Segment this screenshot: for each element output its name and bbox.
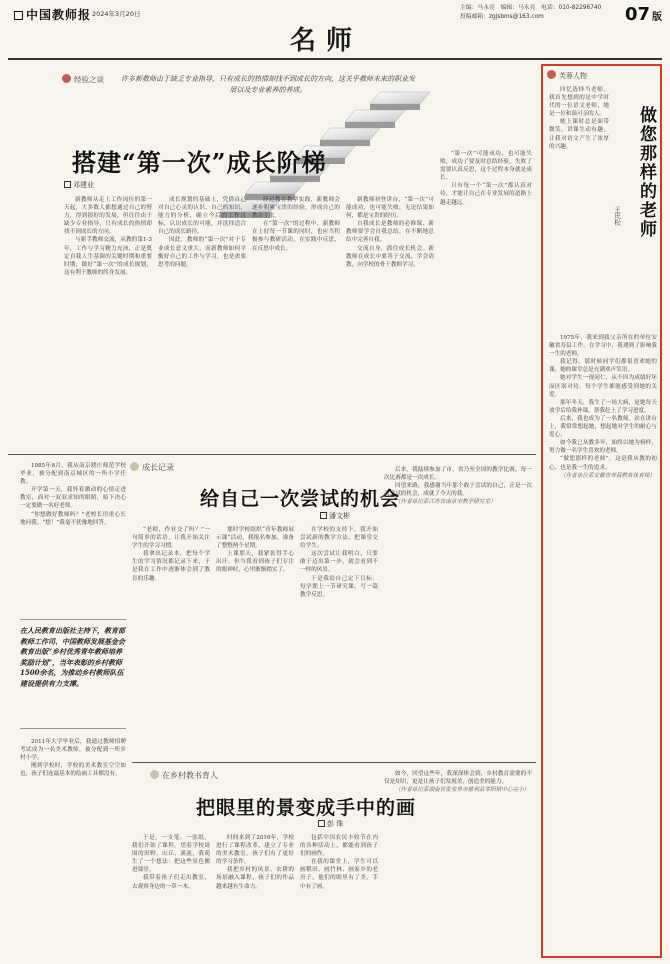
sidebar-label-text: 芙蓉人物 xyxy=(559,72,587,80)
paragraph: 回望来路，我感谢当年那个敢于尝试的自己，正是一次次尝试的机会，成就了今天的我。 xyxy=(384,483,532,498)
section3-column-4 xyxy=(300,834,378,956)
paragraph: 开学第一天，我怀着激动的心情走进教室，面对一双双求知的眼睛，暗下决心一定要做一名好老师。 xyxy=(20,487,126,510)
paragraph: 这次尝试让我明白，只要敢于迈出第一步，就会看到不一样的风景。 xyxy=(300,551,378,574)
sidebar-label xyxy=(547,70,587,81)
section-marker-icon xyxy=(130,462,139,471)
section3-column-1 xyxy=(20,738,126,956)
section2-headline: 给自己一次尝试的机会 xyxy=(200,488,401,510)
byline-text: 彭 珠 xyxy=(327,820,344,828)
section3-column-2 xyxy=(132,834,210,956)
page-unit: 版 xyxy=(652,12,662,23)
paragraph: 时间来到了2016年，学校进行了课程改革，建立了专业的美术教室，孩子们有了更好的学习条件。 xyxy=(216,835,294,866)
section2-column-3 xyxy=(216,526,294,756)
byline-box-icon xyxy=(64,181,71,188)
paragraph: 于是，一支笔、一张纸，我们开始了课程。望着学校周围的田野、山丘、溪流，我萌生了一个想法：把这些景色搬进课堂。 xyxy=(132,835,210,874)
paragraph: 自我成长是教师的必修课，新教师要学会自我总结，在不断地总结中完善自我。 xyxy=(346,221,434,244)
paragraph: 在我的课堂上，学生可以画稻田、画竹林、画家乡的老房子，他们的眼里有了美，手中有了画。 xyxy=(300,859,378,890)
byline-box-icon xyxy=(318,820,325,827)
paragraph: 她上课时总是面带微笑，讲课生动有趣，让我对语文产生了浓厚的兴趣。 xyxy=(549,119,609,150)
paragraph: “做您那样的老师”，这是我从教的初心，也是我一生的追求。 xyxy=(549,456,657,471)
paragraph: 2011年大学毕业后，我通过教师招聘考试成为一名美术教师，被分配到一所乡村小学。 xyxy=(20,739,126,762)
paragraph: 1985年8月，我从南京晓庄师范学校毕业，被分配到南京城区的一所小学任教。 xyxy=(20,463,126,486)
byline-box-icon xyxy=(320,512,327,519)
paragraph: “老师，作业交了吗？”一句简单的话语，让我开始关注学生的学习习惯。 xyxy=(132,527,210,550)
paragraph: “第一次”可能成功，也可能失败，成功了要及时总结经验，失败了需要认真反思，这个过程本身就是成长。 xyxy=(440,151,532,182)
paragraph: 与新手教师交流，从教的第1-3年，工作与学习精力充沛，正是奠定自我人生基调的关键时期和重要时期，做好“第一次”的成长规划，这有利于教师的终身发展。 xyxy=(64,237,152,276)
feature-column-5 xyxy=(440,150,532,446)
paragraph: 因此，教师的“第一次”对于专业成长意义重大，而新教师如何平衡好自己的工作与学习，也是需要思考的问题。 xyxy=(158,237,246,268)
section3-byline xyxy=(318,819,343,829)
paragraph: 经过教育教学实践，新教师会逐步积累宝贵的经验，形成自己的教育主张。 xyxy=(252,197,340,220)
section2-byline xyxy=(320,511,350,521)
editor-line-1: 主编：马永亮 编辑：马永亮 电话：010-82296740 xyxy=(460,5,602,11)
column-title: 名师 xyxy=(290,26,363,56)
page-number-value: 07 xyxy=(624,4,650,25)
byline-text: 潘文彬 xyxy=(329,512,350,520)
masthead-rule xyxy=(8,58,662,60)
feature-byline xyxy=(64,180,94,190)
paragraph: 成长规划的基础上，凭借自己对自己心灵的认识，自己的知识、能力的分析，确立今后的工作目标，认识成长的可能，并选择适合自己的成长路径。 xyxy=(158,197,246,236)
feature-column-4 xyxy=(346,196,434,446)
paragraph: 交流自身，抓住成长机会。新教师在成长中要善于交流、学会请教，向学校的骨干教师学习。 xyxy=(346,245,434,268)
paragraph: 如今我已从教多年，始终以她为榜样，努力做一名学生喜欢的老师。 xyxy=(549,440,657,455)
section3-headline: 把眼里的景变成手中的画 xyxy=(196,797,417,819)
paragraph: 我拿出记录本，把每个学生的学习情况都记录下来，于是我在工作中逐渐体会到了教育的乐趣。 xyxy=(132,551,210,582)
paragraph: 上课那天，我紧张得手心出汗，但当我看到孩子们专注的眼神时，心里渐渐踏实了。 xyxy=(216,551,294,574)
paragraph: 1975年，我来到我父亲所在的单位安徽省寿县工作。在学习中，我遇到了影响我一生的老师。 xyxy=(549,335,657,358)
paragraph: 在“第一次”的过程中，新教师在上好每一节课的同时，也应当积极参与教研活动，在实践中反思，在反思中成长。 xyxy=(252,221,340,252)
feature-kicker xyxy=(62,74,104,85)
kicker-text: 经验之谈 xyxy=(74,75,104,84)
sidebar-intro xyxy=(549,86,609,332)
author-note: （作者单位系江苏省南京市教学研究室） xyxy=(395,499,496,506)
paragraph: 回忆选择当老师，我首先想到的是中学时代的一位语文老师，她是一位和蔼可亲的人。 xyxy=(549,87,609,118)
paragraph: “你想做好教师吗？”老校长语重心长地问我。“想！”我毫不犹豫地回答。 xyxy=(20,511,126,526)
pull-quote: 在人民教育出版社主持下，教育部教师工作司、中国教师发展基金会教育出版“乡村优秀青年教师培养奖励计划”，当年表彰的乡村教师1500余名，为推动乡村教师队伍建设提供有力支撑。 xyxy=(20,619,126,729)
paragraph: 我把乡村的风景、农耕的场景融入课程，孩子们的作品越来越有生命力。 xyxy=(216,867,294,890)
paragraph: 那时学校组织“青年教师展示课”活动，我报名参加，准备了整整两个星期。 xyxy=(216,527,294,550)
paragraph: 后来，我也成为了一名教师。站在讲台上，我常常想起她，想起她对学生的耐心与爱心。 xyxy=(549,415,657,439)
section2-column-2 xyxy=(132,526,210,756)
kicker-dot-icon xyxy=(62,74,71,83)
feature-column-3 xyxy=(252,196,340,446)
paragraph: 只有每一个“第一次”都认真对待，才能让自己在专业发展的道路上越走越远。 xyxy=(440,183,532,206)
paragraph: 包括中国农民丰收节在内的各种活动上，都能看到孩子们的画作。 xyxy=(300,835,378,858)
paragraph: 刚到学校时，学校的美术教室空空如也，孩子们连最基本的绘画工具都没有。 xyxy=(20,763,126,778)
section-marker-icon xyxy=(150,770,159,779)
paragraph: 我记得，那时候同学们都很喜欢她的课，她的课堂总是充满欢声笑语。 xyxy=(549,359,657,374)
section2-column-5 xyxy=(384,466,532,756)
sidebar-article xyxy=(541,64,662,958)
paragraph: 我带着孩子们走出教室，去观察身边的一草一木。 xyxy=(132,875,210,890)
sidebar-byline: 王庆松 xyxy=(613,206,621,226)
sidebar-body xyxy=(549,334,657,952)
paragraph: 在学校的支持下，我开始尝试新的教学方法，把课堂交给学生。 xyxy=(300,527,378,550)
section2-label xyxy=(130,462,174,473)
logo-text: 中国教师报 xyxy=(26,8,92,22)
section3-label xyxy=(150,770,218,781)
sidebar-dot-icon xyxy=(547,70,556,79)
paragraph: 她对学生一视同仁，从不因为成绩好坏而区别对待，每个学生都能感受到她的关爱。 xyxy=(549,375,657,398)
paragraph: 于是我给自己定下目标：每学期上一节研究课，写一篇教学反思。 xyxy=(300,575,378,598)
editor-info xyxy=(460,4,620,22)
paragraph: 新教师初登讲台，“第一次”可能成功，也可能失败，无论结果如何，都是宝贵的经历。 xyxy=(346,197,434,220)
paragraph: 后来，我陆续参加了市、省乃至全国的教学比赛，每一次比赛都是一次成长。 xyxy=(384,467,532,482)
section3-label-text: 在乡村教书育人 xyxy=(162,771,218,780)
paragraph: 那年冬天，我生了一场大病，是她每天放学后给我补课，帮我赶上了学习进度。 xyxy=(549,399,657,414)
author-note: （作者单位系湖南省张家界市慈利县零阳镇中心完小） xyxy=(395,787,530,794)
paragraph: 新教师从走上工作岗位的第一天起，大多数人都想通过自己的努力，得到很好的发展，但往往由于缺少专业指导，只有成长的热情却找不到成长的方向。 xyxy=(64,197,152,236)
author-note: （作者单位系安徽省寿县教育体育局） xyxy=(560,472,656,479)
feature-headline: 搭建“第一次”成长阶梯 xyxy=(72,148,327,177)
page-number xyxy=(625,4,662,25)
feature-column-2 xyxy=(158,196,246,446)
section2-column-4 xyxy=(300,526,378,756)
section-divider xyxy=(132,762,536,763)
sidebar-headline: 做您那样的老师 xyxy=(636,106,656,239)
byline-text: 邓建业 xyxy=(73,181,94,189)
paragraph: 如今，回望这些年，我深深体会到，乡村教育需要的不仅是知识，更是让孩子们发现美、创造美的能力。 xyxy=(384,771,532,786)
section2-label-text: 成长记录 xyxy=(142,463,174,472)
logo-square-icon xyxy=(14,11,23,20)
newspaper-logo xyxy=(14,6,91,23)
feature-deck: 许多新教师由于缺乏专业指导，只有成长的热情却找不到成长的方向，这关乎教师未来的职业发展以及专业素养的养成。 xyxy=(121,75,415,94)
section3-column-5 xyxy=(384,770,532,956)
issue-date: 2024年3月20日 xyxy=(92,10,141,18)
section2-column-1 xyxy=(20,462,126,612)
feature-column-1 xyxy=(64,196,152,446)
section3-column-3 xyxy=(216,834,294,956)
section-divider xyxy=(8,454,536,455)
editor-line-2: 投稿邮箱：zgjsbms@163.com xyxy=(460,14,544,20)
masthead xyxy=(0,0,670,60)
